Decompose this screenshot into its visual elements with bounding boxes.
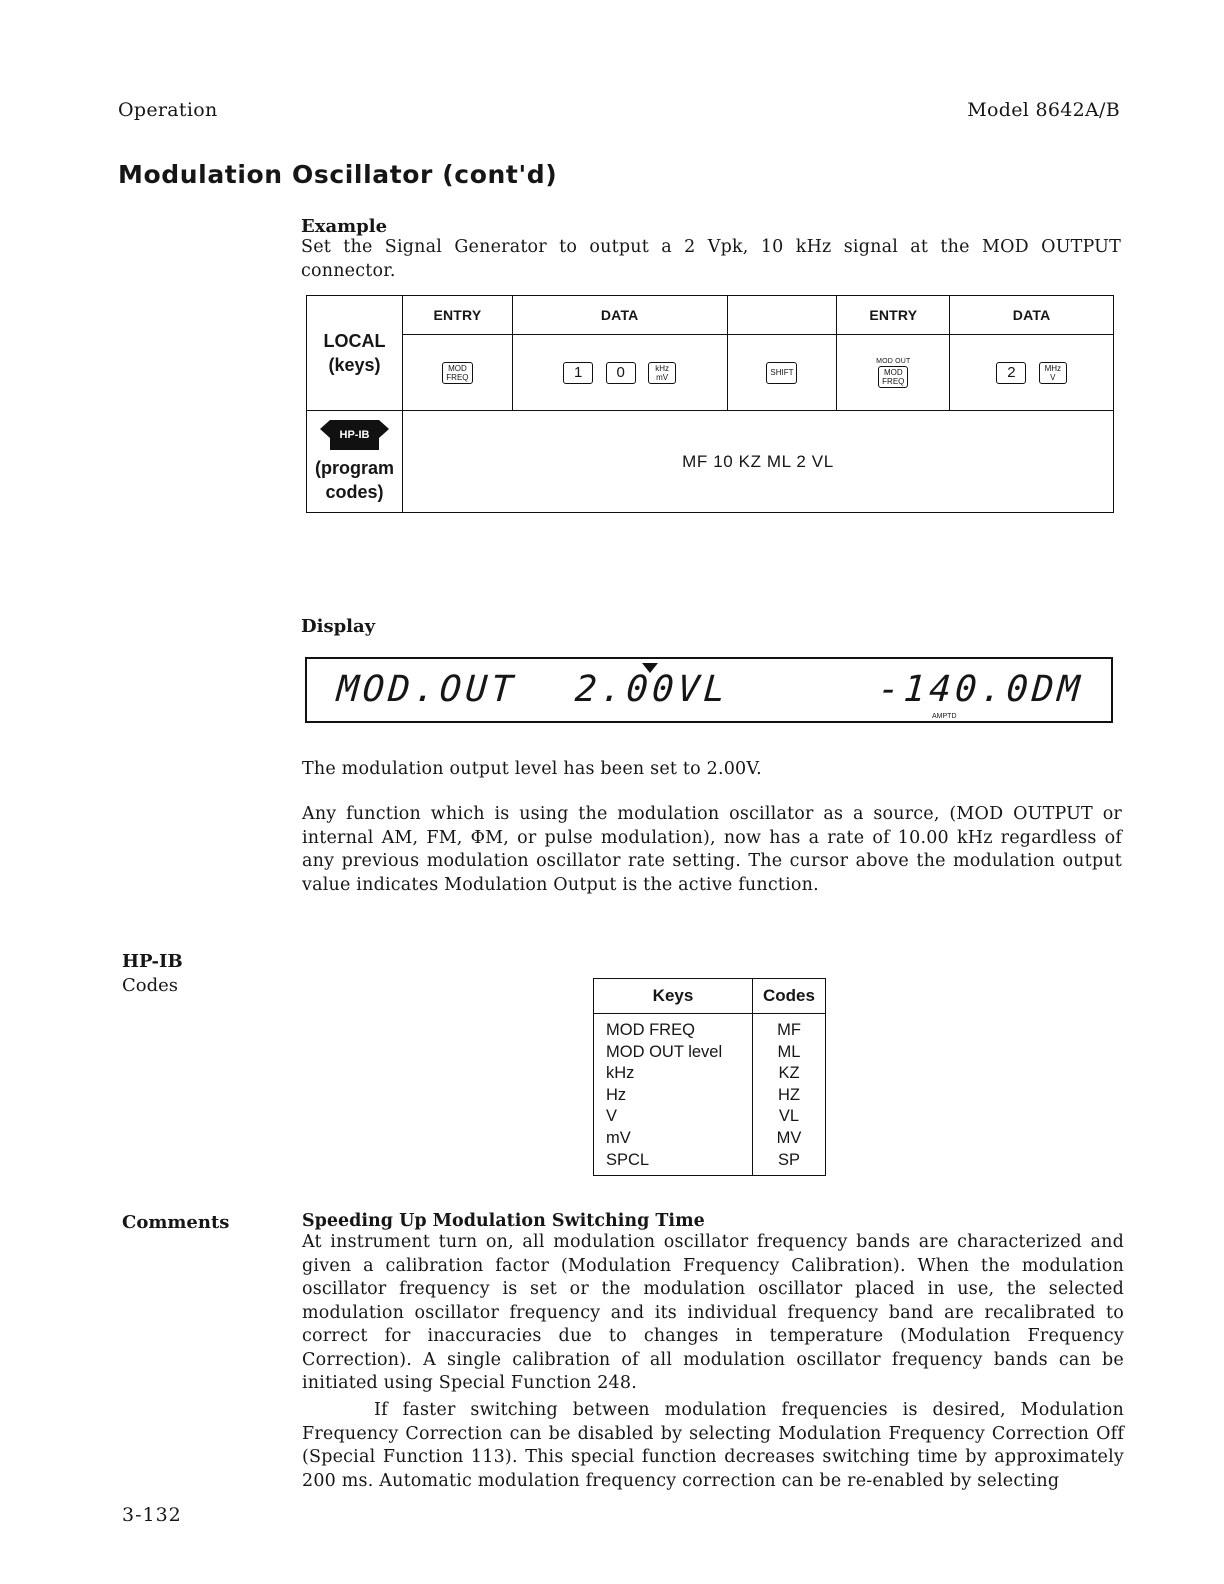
example-text: Set the Signal Generator to output a 2 Vpk, 10 kHz signal at the MOD OUTPUT connector. (301, 237, 1121, 281)
column-header-blank (727, 296, 837, 335)
display-heading: Display (301, 616, 376, 637)
table-cell-code: KZ (778, 1064, 800, 1083)
column-header-entry: ENTRY (402, 296, 512, 335)
hpib-badge-icon: HP-IB (330, 420, 380, 450)
table-row (594, 1150, 826, 1176)
comments-heading: Comments (122, 1212, 230, 1233)
instrument-display (305, 657, 1113, 723)
section-title: Modulation Oscillator (cont'd) (118, 160, 558, 189)
display-segment-left: MOD.OUT (335, 669, 519, 710)
local-label-line1: LOCAL (323, 331, 386, 351)
column-header-entry-2: ENTRY (837, 296, 950, 335)
running-header-model: Model 8642A/B (967, 99, 1120, 121)
shift-key-cell (727, 335, 837, 411)
keystroke-table (306, 295, 1114, 513)
hpib-codes-heading: HP-IB (122, 951, 183, 972)
hpib-program-label (307, 411, 403, 513)
table-cell-code: MF (777, 1021, 801, 1039)
hpib-codes-subheading: Codes (122, 975, 179, 996)
digit-0-key: 0 (606, 362, 636, 384)
table-cell-code: MV (776, 1128, 802, 1147)
table-cell-key: MOD FREQ (594, 1014, 753, 1042)
table-cell-key: SPCL (594, 1150, 753, 1176)
table-row (594, 1128, 826, 1150)
local-keys-label (307, 296, 403, 411)
column-header-data-2: DATA (950, 296, 1114, 335)
mhz-v-key: MHz V (1039, 362, 1067, 384)
codes-table-header-codes: Codes (753, 979, 826, 1014)
entry-keys-cell-2 (837, 335, 950, 411)
program-label-line1: (program (314, 457, 394, 478)
table-cell-key: Hz (594, 1085, 753, 1107)
table-cell-code: HZ (778, 1085, 800, 1104)
program-code: MF 10 KZ ML 2 VL (402, 411, 1113, 513)
display-segment-right: -140.0DM (876, 669, 1085, 710)
column-header-data: DATA (512, 296, 727, 335)
page-number: 3-132 (122, 1504, 182, 1526)
data-keys-cell-2 (950, 335, 1114, 411)
local-label-line2: (keys) (328, 355, 381, 375)
running-header-section: Operation (118, 99, 218, 121)
table-cell-code: VL (778, 1107, 800, 1126)
digit-1-key: 1 (563, 362, 593, 384)
explanation-paragraph: Any function which is using the modulation oscillator as a source, (MOD OUTPUT or internal AM, FM, ΦM, or pulse modulation), now has a rate of 10.00 kHz regardless of any previous modulation oscillator rate setting. The cursor above the modulation output value indicates Modulation Output is the active function. (302, 804, 1122, 895)
table-cell-key: kHz (594, 1063, 753, 1085)
entry-keys-cell (402, 335, 512, 411)
display-segment-mid: 2.00VL (573, 669, 731, 710)
program-label-line2: codes) (325, 481, 384, 502)
table-cell-key: mV (594, 1128, 753, 1150)
comments-subheading: Speeding Up Modulation Switching Time (302, 1211, 705, 1231)
table-cell-key: V (594, 1106, 753, 1128)
table-row (594, 1042, 826, 1064)
table-cell-code: SP (777, 1150, 800, 1169)
table-row (594, 1014, 826, 1042)
shift-key: SHIFT (766, 362, 797, 384)
table-row (594, 1063, 826, 1085)
khz-mv-key: kHz mV (648, 362, 676, 384)
mod-freq-key-2: MOD FREQ (878, 366, 908, 388)
table-cell-code: ML (777, 1042, 801, 1061)
hpib-codes-table (593, 978, 826, 1176)
data-keys-cell (512, 335, 727, 411)
digit-2-key: 2 (996, 362, 1026, 384)
mod-freq-key: MOD FREQ (442, 362, 472, 384)
table-cell-key: MOD OUT level (594, 1042, 753, 1064)
comments-paragraph-2: If faster switching between modulation frequencies is desired, Modulation Frequency Correction can be disabled by selecting Modulation Frequency Correction Off (Special Function 113). This special function decreases switching time by approximately 200 ms. Automatic modulation frequency correction can be re-enabled by selecting (302, 1400, 1124, 1491)
codes-table-header-keys: Keys (594, 979, 753, 1014)
table-row (594, 1106, 826, 1128)
comments-paragraph-1: At instrument turn on, all modulation oscillator frequency bands are characterized and given a calibration factor (Modulation Frequency Calibration). When the modulation oscillator frequency is set or the modulation oscillator placed in use, the selected modulation oscillator frequency and its individual frequency band are recalibrated to correct for inaccuracies due to changes in temperature (Modulation Frequency Correction). A single calibration of all modulation oscillator frequency bands can be initiated using Special Function 248. (302, 1232, 1124, 1393)
mod-out-label: MOD OUT (876, 357, 911, 365)
amptd-annunciator: AMPTD (932, 713, 957, 720)
table-row (594, 1085, 826, 1107)
result-paragraph: The modulation output level has been set to 2.00V. (302, 759, 762, 779)
example-heading: Example (301, 216, 388, 237)
